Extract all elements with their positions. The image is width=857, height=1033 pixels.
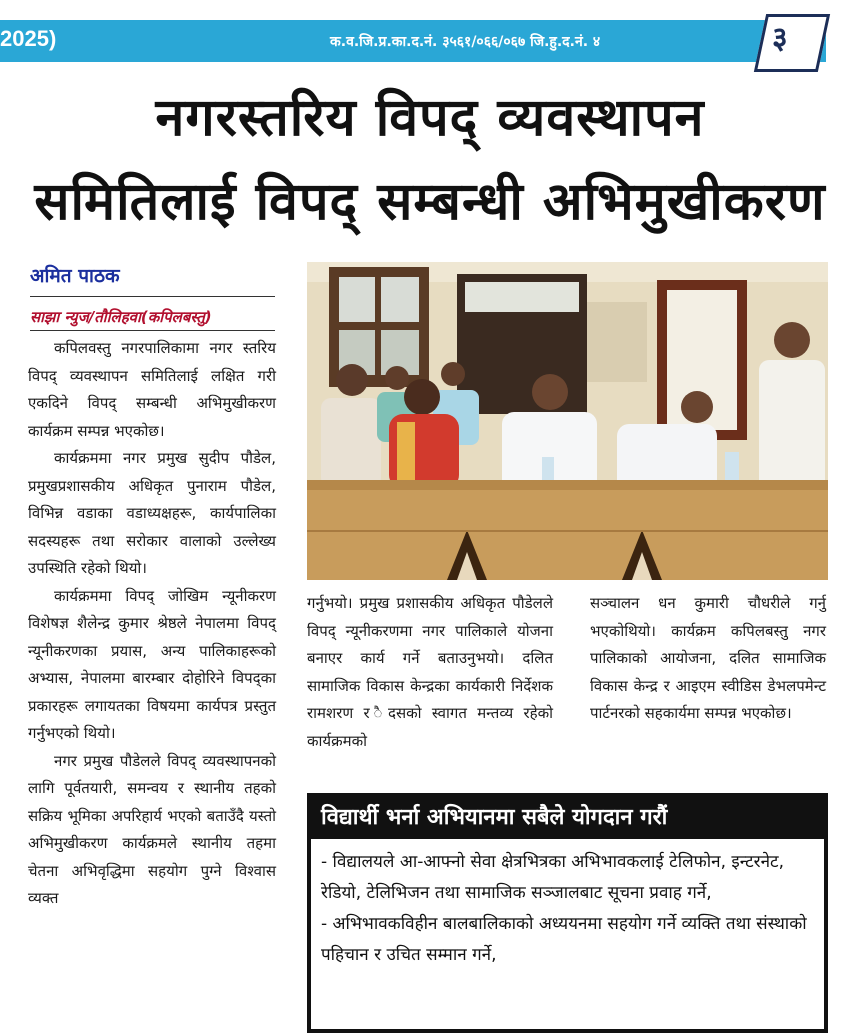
paragraph: नगर प्रमुख पौडेलले विपद् व्यवस्थापनको लागि पूर्वतयारी, समन्वय र स्थानीय तहको सक्रिय भूमिका अपरिहार्य भएको बताउँदै यस्तो अभिमुखीकरण कार्यक्रमले स्थानीय तहमा चेतना अभिवृद्धिमा सहयोग पुग्ने विश्वास व्यक्त <box>28 751 276 907</box>
article-column-1 <box>28 335 276 913</box>
notice-body <box>311 839 824 971</box>
paragraph: कार्यक्रममा नगर प्रमुख सुदीप पौडेल, प्रमुखप्रशासकीय अधिकृत पुनाराम पौडेल, विभिन्न वडाका वडाध्यक्षहरू, कार्यपालिका सदस्यहरू तथा सरोकार वालाको उल्लेख्य उपस्थिति रहेको थियो। <box>28 449 276 577</box>
headline-line-2: समितिलाई विपद् सम्बन्धी अभिमुखीकरण <box>34 172 826 232</box>
paragraph: सञ्चालन धन कुमारी चौधरीले गर्नु भएकोथियो। कार्यक्रम कपिलबस्तु नगर पालिकाको आयोजना, दलित सामाजिक विकास केन्द्र र आइएम स्वीडिस डेभलपमेन्ट पार्टनरको सहकार्यमा सम्पन्न भएकोछ। <box>590 594 826 722</box>
notice-line: - विद्यालयले आ-आफ्नो सेवा क्षेत्रभित्रका अभिभावकलाई टेलिफोन, इन्टरनेट, रेडियो, टेलिभिजन तथा सामाजिक सञ्जालबाट सूचना प्रवाह गर्ने, <box>321 852 785 903</box>
header-bar <box>0 20 826 62</box>
article-column-3 <box>590 590 826 728</box>
headline-line-1: नगरस्तरिय विपद् व्यवस्थापन <box>155 88 705 148</box>
notice-title: विद्यार्थी भर्ना अभियानमा सबैले योगदान गरौं <box>311 797 824 839</box>
meeting-photo <box>307 262 828 580</box>
article-column-2 <box>307 590 553 755</box>
news-source: साझा न्युज/तौलिहवा(कपिलबस्तु) <box>30 308 212 326</box>
page-number: ३ <box>772 21 788 56</box>
paragraph: कपिलवस्तु नगरपालिकामा नगर स्तरिय विपद् व्यवस्थापन समितिलाई लक्षित गरी एकदिने विपद् सम्बन्धी अभिमुखीकरण कार्यक्रम सम्पन्न भएकोछ। <box>28 339 276 440</box>
paragraph: गर्नुभयो। प्रमुख प्रशासकीय अधिकृत पौडेलले विपद् न्यूनीकरणमा नगर पालिकाले योजना बनाएर कार्य गर्ने बताउनुभयो। दलित सामाजिक विकास केन्द्रका कार्यकारी निर्देशक रामशरण र ैदसको स्वागत मन्तव्य रहेको कार्यक्रमको <box>307 594 553 750</box>
divider <box>30 296 275 297</box>
notice-line: - अभिभावकविहीन बालबालिकाको अध्ययनमा सहयोग गर्ने व्यक्ति तथा संस्थाको पहिचान र उचित सम्मान गर्ने, <box>321 914 807 965</box>
page-number-badge <box>754 14 830 72</box>
notice-box <box>307 793 828 1033</box>
registration-number: क.व.जि.प्र.का.द.नं. ३५६१/०६६/०६७ जि.हु.द.नं. ४ <box>330 34 601 50</box>
author-byline: अमित पाठक <box>30 265 120 287</box>
divider <box>30 330 275 331</box>
issue-date-fragment: 2025) <box>0 26 57 51</box>
paragraph: कार्यक्रममा विपद् जोखिम न्यूनीकरण विशेषज्ञ शैलेन्द्र कुमार श्रेष्ठले नेपालमा विपद् न्यूनीकरणका प्रयास, अन्य पालिकाहरूको अभ्यास, नेपालमा बारम्बार दोहोरिने विपद्का प्रकारहरू लगायतका विषयमा कार्यपत्र प्रस्तुत गर्नुभएको थियो। <box>28 586 276 742</box>
